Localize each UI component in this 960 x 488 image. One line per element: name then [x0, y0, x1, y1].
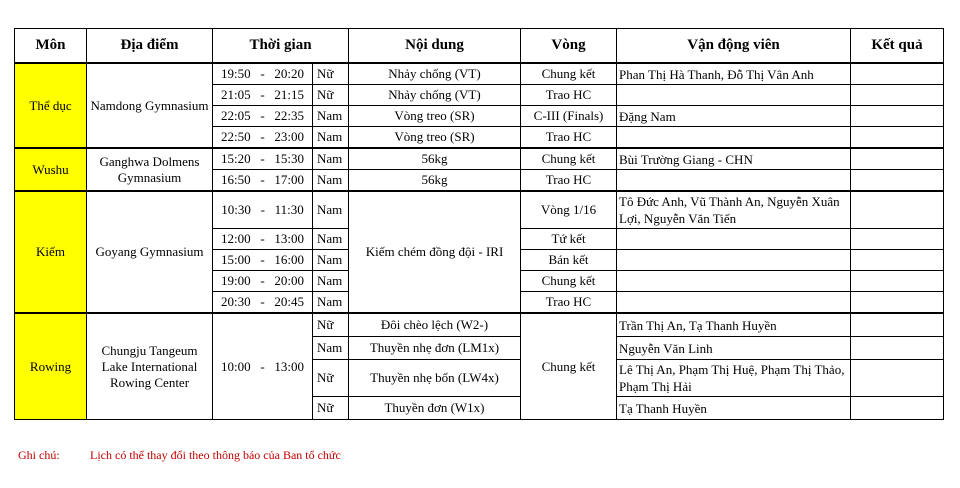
- sport-cell: Wushu: [15, 148, 87, 191]
- round-cell: Trao HC: [521, 127, 617, 149]
- athletes-cell: Trần Thị An, Tạ Thanh Huyền: [617, 313, 851, 337]
- result-cell: [851, 63, 944, 85]
- sex-cell: Nữ: [313, 360, 349, 397]
- header-result: Kết quả: [851, 29, 944, 64]
- sex-cell: Nữ: [313, 397, 349, 420]
- round-cell: Trao HC: [521, 85, 617, 106]
- sex-cell: Nữ: [313, 63, 349, 85]
- round-cell: Trao HC: [521, 292, 617, 314]
- round-cell: C-III (Finals): [521, 106, 617, 127]
- sex-cell: Nam: [313, 250, 349, 271]
- event-cell: 56kg: [349, 148, 521, 170]
- event-cell: Thuyền đơn (W1x): [349, 397, 521, 420]
- time-cell: 19:00 - 20:00: [213, 271, 313, 292]
- round-cell: Chung kết: [521, 271, 617, 292]
- venue-cell: Ganghwa Dolmens Gymnasium: [87, 148, 213, 191]
- sex-cell: Nam: [313, 148, 349, 170]
- result-cell: [851, 106, 944, 127]
- header-sport: Môn: [15, 29, 87, 64]
- event-cell: Nhảy chống (VT): [349, 85, 521, 106]
- venue-cell: Goyang Gymnasium: [87, 191, 213, 313]
- event-cell: Nhảy chống (VT): [349, 63, 521, 85]
- round-cell: Bán kết: [521, 250, 617, 271]
- athletes-cell: [617, 229, 851, 250]
- result-cell: [851, 170, 944, 192]
- sport-cell: Thể dục: [15, 63, 87, 148]
- note-label: Ghi chú:: [18, 448, 60, 462]
- athletes-cell: [617, 250, 851, 271]
- athletes-cell: [617, 271, 851, 292]
- venue-cell: Namdong Gymnasium: [87, 63, 213, 148]
- header-athletes: Vận động viên: [617, 29, 851, 64]
- athletes-cell: Đặng Nam: [617, 106, 851, 127]
- time-cell: 15:20 - 15:30: [213, 148, 313, 170]
- round-cell: Chung kết: [521, 148, 617, 170]
- round-cell: Vòng 1/16: [521, 191, 617, 229]
- athletes-cell: [617, 292, 851, 314]
- event-cell: Thuyền nhẹ bốn (LW4x): [349, 360, 521, 397]
- round-cell: Tứ kết: [521, 229, 617, 250]
- event-cell: Thuyền nhẹ đơn (LM1x): [349, 337, 521, 360]
- table-row: [15, 63, 944, 85]
- sex-cell: Nam: [313, 292, 349, 314]
- athletes-cell: Bùi Trường Giang - CHN: [617, 148, 851, 170]
- athletes-cell: Tô Đức Anh, Vũ Thành An, Nguyễn Xuân Lợi, Nguyễn Văn Tiến: [617, 191, 851, 229]
- sport-cell: Rowing: [15, 313, 87, 420]
- result-cell: [851, 85, 944, 106]
- athletes-cell: [617, 170, 851, 192]
- athletes-cell: [617, 127, 851, 149]
- sex-cell: Nam: [313, 127, 349, 149]
- note-text: Lịch có thể thay đổi theo thông báo của Ban tổ chức: [90, 448, 341, 462]
- event-cell: Kiếm chém đồng đội - IRI: [349, 191, 521, 313]
- sex-cell: Nam: [313, 106, 349, 127]
- result-cell: [851, 127, 944, 149]
- table-row: [15, 191, 944, 229]
- header-round: Vòng: [521, 29, 617, 64]
- event-cell: Đôi chèo lệch (W2-): [349, 313, 521, 337]
- result-cell: [851, 250, 944, 271]
- sport-cell: Kiếm: [15, 191, 87, 313]
- sex-cell: Nam: [313, 170, 349, 192]
- sex-cell: Nữ: [313, 85, 349, 106]
- sex-cell: Nam: [313, 271, 349, 292]
- time-cell: 10:00 - 13:00: [213, 313, 313, 420]
- venue-cell: Chungju Tangeum Lake International Rowing Center: [87, 313, 213, 420]
- schedule-table: [14, 28, 944, 420]
- time-cell: 21:05 - 21:15: [213, 85, 313, 106]
- result-cell: [851, 397, 944, 420]
- result-cell: [851, 229, 944, 250]
- table-row: [15, 313, 944, 337]
- time-cell: 10:30 - 11:30: [213, 191, 313, 229]
- round-cell: Chung kết: [521, 63, 617, 85]
- result-cell: [851, 191, 944, 229]
- table-row: [15, 148, 944, 170]
- sex-cell: Nam: [313, 191, 349, 229]
- sex-cell: Nam: [313, 229, 349, 250]
- time-cell: 22:50 - 23:00: [213, 127, 313, 149]
- sex-cell: Nữ: [313, 313, 349, 337]
- sex-cell: Nam: [313, 337, 349, 360]
- time-cell: 22:05 - 22:35: [213, 106, 313, 127]
- athletes-cell: Tạ Thanh Huyền: [617, 397, 851, 420]
- result-cell: [851, 271, 944, 292]
- time-cell: 12:00 - 13:00: [213, 229, 313, 250]
- time-cell: 15:00 - 16:00: [213, 250, 313, 271]
- time-cell: 16:50 - 17:00: [213, 170, 313, 192]
- header-time: Thời gian: [213, 29, 349, 64]
- result-cell: [851, 313, 944, 337]
- event-cell: Vòng treo (SR): [349, 127, 521, 149]
- round-cell: Trao HC: [521, 170, 617, 192]
- header-venue: Địa điểm: [87, 29, 213, 64]
- result-cell: [851, 337, 944, 360]
- time-cell: 19:50 - 20:20: [213, 63, 313, 85]
- athletes-cell: [617, 85, 851, 106]
- round-cell: Chung kết: [521, 313, 617, 420]
- header-row: [15, 29, 944, 64]
- result-cell: [851, 292, 944, 314]
- result-cell: [851, 360, 944, 397]
- result-cell: [851, 148, 944, 170]
- header-event: Nội dung: [349, 29, 521, 64]
- athletes-cell: Nguyễn Văn Linh: [617, 337, 851, 360]
- event-cell: Vòng treo (SR): [349, 106, 521, 127]
- time-cell: 20:30 - 20:45: [213, 292, 313, 314]
- event-cell: 56kg: [349, 170, 521, 192]
- athletes-cell: Lê Thị An, Phạm Thị Huệ, Phạm Thị Thảo, Phạm Thị Hải: [617, 360, 851, 397]
- athletes-cell: Phan Thị Hà Thanh, Đỗ Thị Vân Anh: [617, 63, 851, 85]
